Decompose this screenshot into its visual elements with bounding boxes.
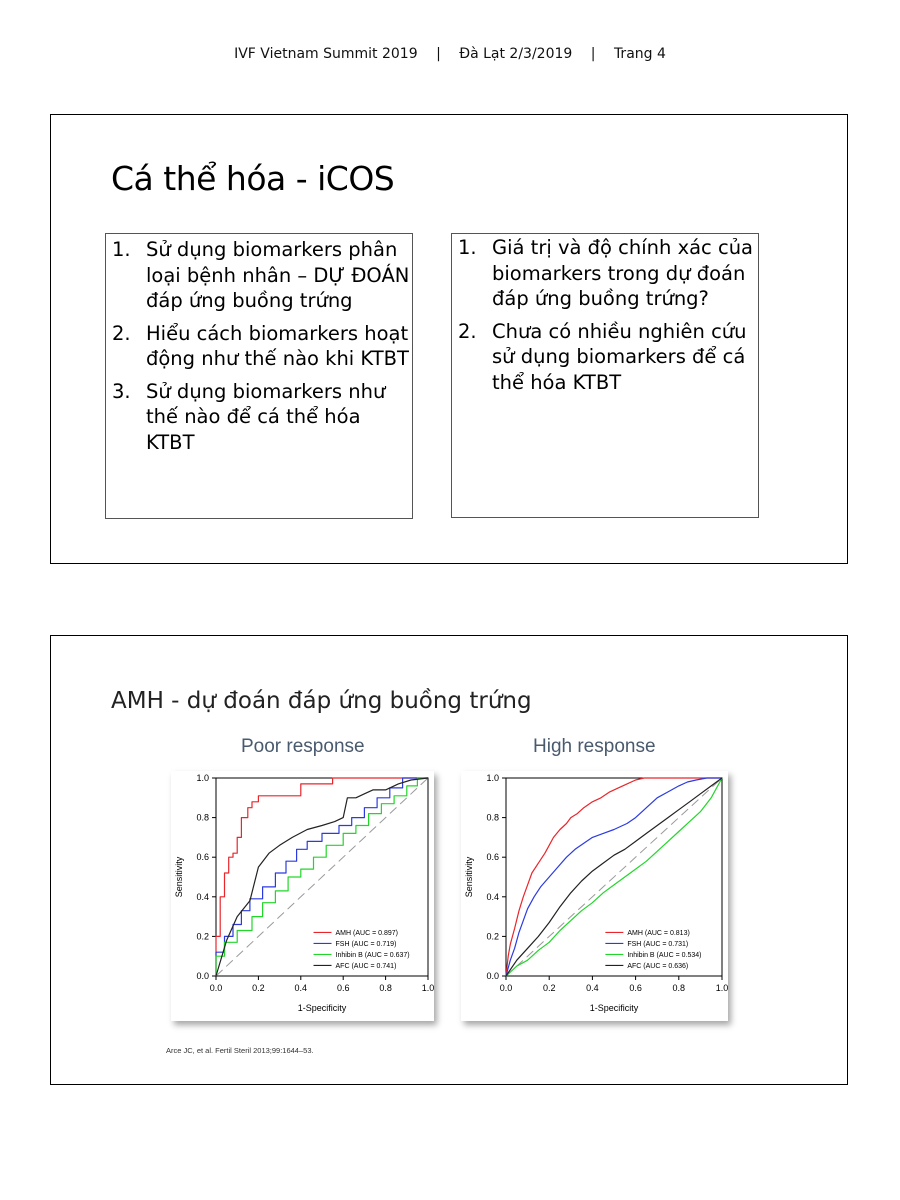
poor-y-tick-label: 0.0 — [196, 971, 209, 981]
high-legend-label-fsh: FSH (AUC = 0.731) — [627, 940, 689, 948]
list-text: Sử dụng biomarkers như thế nào để cá thể hóa KTBT — [146, 379, 386, 454]
left-text-box — [105, 233, 413, 519]
poor-legend-label-fsh: FSH (AUC = 0.719) — [335, 940, 397, 948]
list-number: 1. — [458, 236, 477, 259]
poor-y-tick-label: 1.0 — [196, 773, 209, 783]
high-x-tick-label: 1.0 — [715, 983, 728, 993]
high-reference-diagonal — [506, 778, 722, 976]
list-number: 2. — [112, 321, 131, 345]
high-legend-label-inhibin-b: Inhibin B (AUC = 0.534) — [627, 951, 702, 959]
poor-x-axis-label: 1-Specificity — [297, 1003, 347, 1013]
header-separator: | — [436, 46, 441, 62]
high-legend-label-amh: AMH (AUC = 0.813) — [627, 929, 690, 937]
high-x-tick-label: 0.4 — [586, 983, 599, 993]
poor-x-tick-label: 0.2 — [252, 983, 265, 993]
slide-1 — [50, 114, 848, 564]
high-y-tick-label: 0.2 — [486, 931, 499, 942]
high-legend-label-afc: AFC (AUC = 0.636) — [627, 962, 689, 970]
high-response-title: High response — [533, 736, 656, 757]
poor-y-tick-label: 0.6 — [196, 852, 209, 863]
poor-y-tick-label: 0.4 — [196, 891, 209, 902]
event-name: IVF Vietnam Summit 2019 — [234, 46, 418, 62]
high-x-tick-label: 0.8 — [672, 983, 686, 993]
place-date: Đà Lạt 2/3/2019 — [459, 46, 573, 62]
list-text: Hiểu cách biomarkers hoạt động như thế nào khi KTBT — [146, 321, 409, 370]
poor-x-tick-label: 0.6 — [336, 983, 350, 993]
list-text: Giá trị và độ chính xác của biomarkers trong dự đoán đáp ứng buồng trứng? — [492, 236, 754, 310]
slide-title: Cá thể hóa - iCOS — [111, 159, 395, 198]
page-header — [0, 46, 900, 62]
poor-legend-label-inhibin-b: Inhibin B (AUC = 0.637) — [335, 951, 410, 959]
list-number: 3. — [112, 379, 131, 403]
right-list — [452, 234, 758, 395]
poor-x-tick-label: 1.0 — [421, 983, 434, 993]
list-number: 2. — [458, 319, 477, 343]
list-item — [106, 237, 412, 314]
high-x-tick-label: 0.0 — [499, 983, 513, 993]
poor-response-title: Poor response — [241, 736, 365, 757]
high-y-tick-label: 1.0 — [486, 773, 499, 783]
high-y-axis-label: Sensitivity — [464, 856, 474, 898]
high-y-tick-label: 0.8 — [486, 812, 499, 823]
poor-y-tick-label: 0.2 — [196, 931, 209, 942]
list-item — [106, 321, 412, 372]
citation: Arce JC, et al. Fertil Steril 2013;99:1644–53. — [166, 1046, 314, 1055]
high-x-axis-label: 1-Specificity — [589, 1003, 639, 1013]
poor-legend-label-afc: AFC (AUC = 0.741) — [335, 962, 397, 970]
high-y-tick-label: 0.0 — [486, 971, 499, 981]
poor-y-axis-label: Sensitivity — [174, 856, 184, 898]
list-item — [452, 235, 758, 312]
page-number: Trang 4 — [613, 46, 666, 62]
poor-x-tick-label: 0.0 — [209, 983, 223, 993]
header-separator: | — [590, 46, 596, 62]
poor-response-roc-svg — [171, 771, 434, 1021]
list-text: Chưa có nhiều nghiên cứu sử dụng biomarkers để cá thể hóa KTBT — [492, 319, 747, 394]
high-response-roc-chart — [461, 771, 728, 1021]
list-text: Sử dụng biomarkers phân loại bệnh nhân – DỰ ĐOÁN đáp ứng buồng trứng — [146, 238, 410, 312]
poor-x-tick-label: 0.4 — [294, 983, 308, 993]
list-number: 1. — [112, 238, 131, 261]
poor-legend-label-amh: AMH (AUC = 0.897) — [335, 929, 398, 937]
high-y-tick-label: 0.6 — [486, 852, 499, 863]
list-item — [452, 319, 758, 396]
high-response-roc-svg — [461, 771, 728, 1021]
list-item — [106, 379, 412, 456]
poor-x-tick-label: 0.8 — [379, 983, 392, 993]
slide-2 — [50, 635, 848, 1085]
poor-y-tick-label: 0.8 — [196, 812, 209, 823]
high-y-tick-label: 0.4 — [486, 891, 499, 902]
slide-title: AMH - dự đoán đáp ứng buồng trứng — [111, 688, 532, 714]
right-text-box — [451, 233, 759, 518]
left-list — [106, 234, 412, 455]
high-x-tick-label: 0.6 — [629, 983, 642, 993]
high-x-tick-label: 0.2 — [542, 983, 556, 993]
poor-response-roc-chart — [171, 771, 434, 1021]
